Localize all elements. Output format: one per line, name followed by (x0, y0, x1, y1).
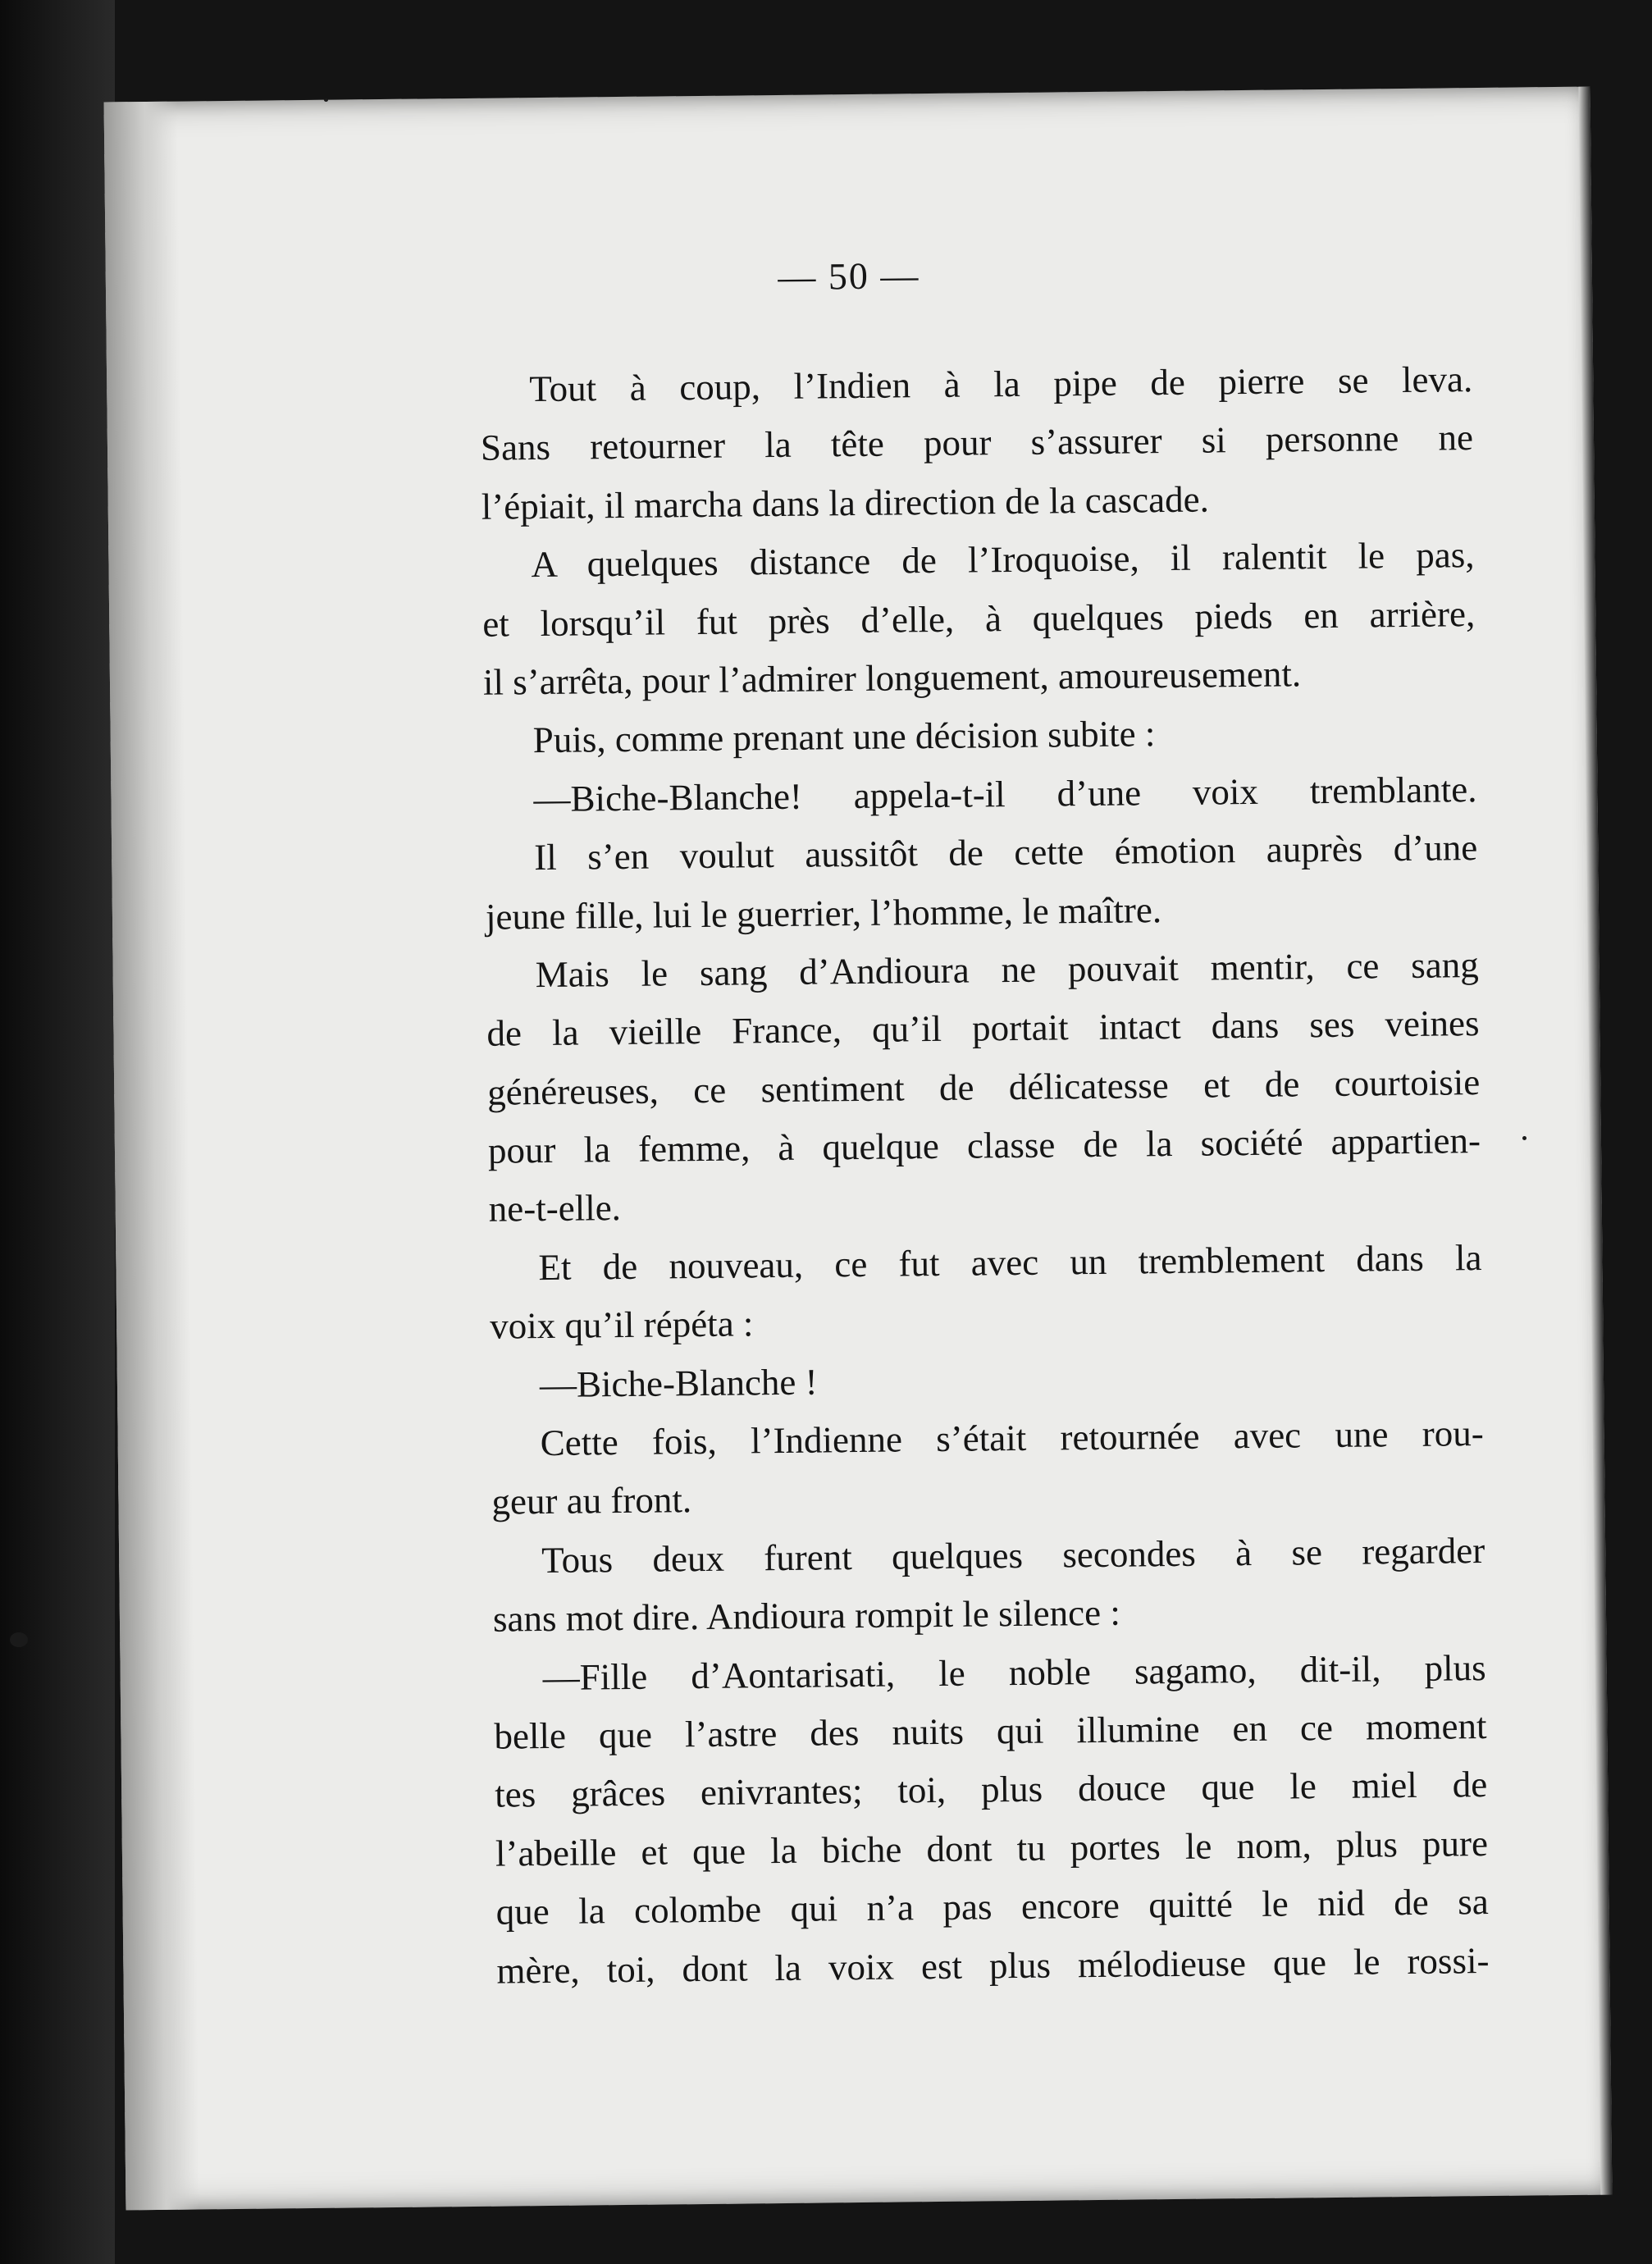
text-line: —Biche-Blanche ! (539, 1361, 818, 1405)
scan-speck (324, 98, 328, 102)
page-sheet (104, 87, 1613, 2211)
text-line: belle que l’astre des nuits qui illumine en ce moment (494, 1705, 1487, 1757)
text-line: Sans retourner la tête pour s’assurer si personne ne (480, 417, 1474, 469)
text-line: pour la femme, à quelque classe de la société appartien- (487, 1120, 1481, 1171)
text-line: ne-t-elle. (488, 1187, 622, 1230)
body-text (480, 350, 1490, 2000)
text-line: de la vieille France, qu’il portait intact dans ses veines (486, 1002, 1480, 1055)
text-line: Mais le sang d’Andioura ne pouvait mentir, ce sang (535, 943, 1479, 996)
book-binding (0, 0, 115, 2264)
text-line: Il s’en voulut aussitôt de cette émotion auprès d’une (534, 827, 1478, 879)
text-line: mère, toi, dont la voix est plus mélodieuse que le rossi- (496, 1939, 1490, 1992)
text-line: l’abeille et que la biche dont tu portes le nom, plus pure (495, 1822, 1489, 1874)
text-line: généreuses, ce sentiment de délicatesse et de courtoisie (486, 1061, 1481, 1113)
scan-speck (1522, 1136, 1527, 1140)
text-line: l’épiait, il marcha dans la direction de la cascade. (481, 478, 1210, 527)
text-line: —Biche-Blanche! appela-t-il d’une voix tremblante. (533, 768, 1477, 819)
text-line: sans mot dire. Andioura rompit le silence : (492, 1591, 1121, 1640)
text-line: et lorsqu’il fut près d’elle, à quelques pieds en arrière, (482, 592, 1476, 645)
text-line: que la colombe qui n’a pas encore quitté le nid de sa (495, 1881, 1489, 1933)
text-line: Et de nouveau, ce fut avec un tremblement dans la (538, 1236, 1482, 1288)
text-line: geur au front. (491, 1479, 692, 1523)
scan-speck (10, 1632, 28, 1647)
text-line: il s’arrêta, pour l’admirer longuement, amoureusement. (482, 653, 1302, 703)
text-line: voix qu’il répéta : (489, 1303, 754, 1347)
text-line: Tous deux furent quelques secondes à se regarder (541, 1529, 1485, 1581)
text-line: Puis, comme prenant une décision subite : (532, 713, 1156, 761)
text-line: Cette fois, l’Indienne s’était retournée avec une rou- (540, 1413, 1484, 1464)
text-line: A quelques distance de l’Iroquoise, il ralentit le pas, (531, 534, 1475, 586)
page-right-edge (1578, 87, 1612, 2195)
text-line: —Fille d’Aontarisati, le noble sagamo, dit-il, plus (542, 1646, 1486, 1698)
page-gutter-shadow (104, 102, 200, 2211)
text-line: jeune fille, lui le guerrier, l’homme, le maître. (485, 888, 1162, 938)
text-line: tes grâces enivrantes; toi, plus douce que le miel de (494, 1764, 1488, 1816)
page-number: — 50 — (778, 254, 920, 298)
text-line: Tout à coup, l’Indien à la pipe de pierre se leva. (529, 358, 1473, 410)
